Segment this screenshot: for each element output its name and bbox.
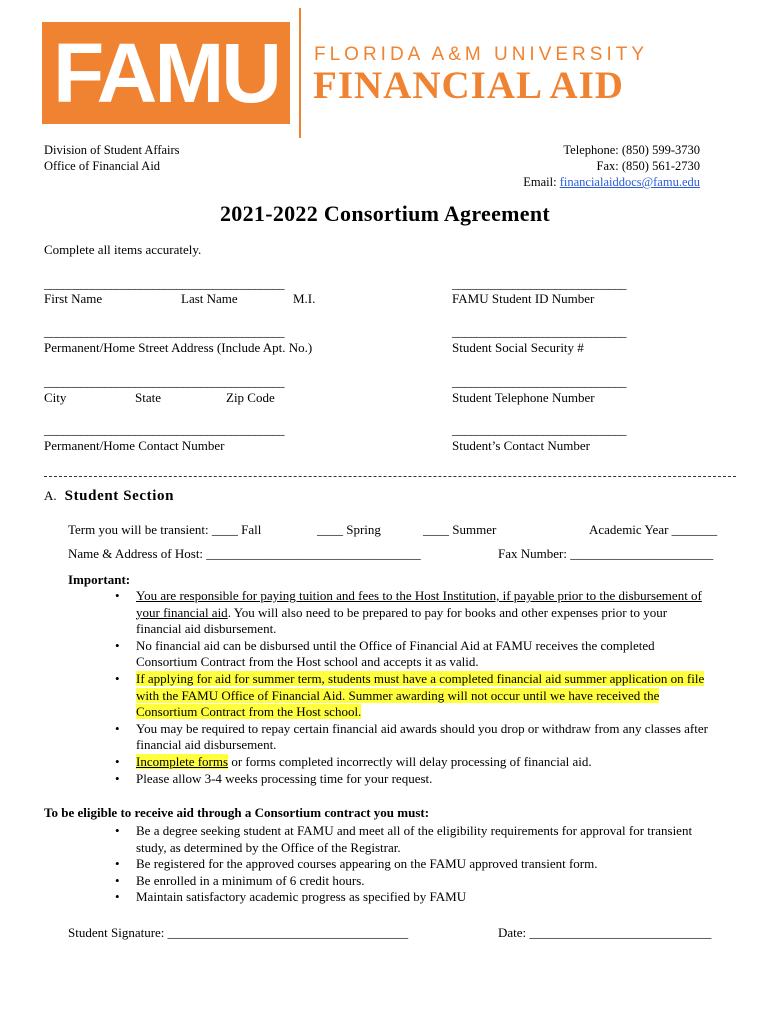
list-item: • Incomplete forms or forms completed incorrectly will delay processing of financial aid. xyxy=(136,754,756,771)
first-name-label: First Name xyxy=(44,291,103,306)
section-title: Student Section xyxy=(64,488,175,504)
fax-text: Fax: (850) 561-2730 xyxy=(596,159,700,173)
list-item: • Be enrolled in a minimum of 6 credit hours. xyxy=(136,873,756,890)
date-field[interactable]: Date: ____________________________ xyxy=(498,925,712,940)
state-label: State xyxy=(135,390,161,405)
term-spring-field[interactable]: ____ Spring xyxy=(317,522,381,537)
host-field[interactable]: Name & Address of Host: _________________________________ xyxy=(68,546,421,561)
page-title: 2021-2022 Consortium Agreement xyxy=(220,201,550,226)
email-label: Email: xyxy=(523,175,560,189)
famu-logo xyxy=(42,22,290,124)
important-list xyxy=(136,588,756,787)
city-state-zip-line[interactable]: ________________________________________ xyxy=(44,374,284,389)
academic-year-field[interactable]: Academic Year _______ xyxy=(589,522,718,537)
zip-label: Zip Code xyxy=(226,390,275,405)
address-label: Permanent/Home Street Address (Include Apt. No.) xyxy=(44,340,313,355)
eligibility-list xyxy=(136,823,756,906)
list-item: • If applying for aid for summer term, students must have a completed financial aid summer application on file with the FAMU Office of Financial Aid. Summer awarding will not occur until we have received the Consortium Contract from the Host school. xyxy=(136,671,756,721)
list-item: • Maintain satisfactory academic progress as specified by FAMU xyxy=(136,889,756,906)
division-label: Division of Student Affairs xyxy=(44,143,180,157)
last-name-label: Last Name xyxy=(181,291,238,306)
email-link[interactable]: financialaiddocs@famu.edu xyxy=(559,175,700,189)
university-name: FLORIDA A&M UNIVERSITY xyxy=(314,44,648,65)
list-item: • You may be required to repay certain financial aid awards should you drop or withdraw from any classes after financial aid disbursement. xyxy=(136,721,756,754)
telephone-text: Telephone: (850) 599-3730 xyxy=(563,143,700,157)
mi-label: M.I. xyxy=(293,291,316,306)
student-id-line[interactable]: _____________________________ xyxy=(452,276,626,291)
student-signature-field[interactable]: Student Signature: _____________________________________ xyxy=(68,925,409,940)
instructions-text: Complete all items accurately. xyxy=(44,242,202,257)
home-contact-line[interactable]: ________________________________________ xyxy=(44,422,284,437)
name-line[interactable]: ________________________________________ xyxy=(44,276,284,291)
eligibility-heading: To be eligible to receive aid through a Consortium contract you must: xyxy=(44,805,430,820)
list-item: • Please allow 3-4 weeks processing time for your request. xyxy=(136,771,756,788)
term-summer-field[interactable]: ____ Summer xyxy=(423,522,497,537)
ssn-label: Student Social Security # xyxy=(452,340,584,355)
section-divider xyxy=(44,476,736,477)
list-item: • Be a degree seeking student at FAMU and meet all of the eligibility requirements for approval for transient study, as determined by the Office of the Registrar. xyxy=(136,823,756,856)
term-fall-field[interactable]: Term you will be transient: ____ Fall xyxy=(68,522,262,537)
important-heading: Important: xyxy=(68,572,131,587)
student-contact-label: Student’s Contact Number xyxy=(452,438,590,453)
telephone-label: Student Telephone Number xyxy=(452,390,595,405)
home-contact-label: Permanent/Home Contact Number xyxy=(44,438,225,453)
office-label: Office of Financial Aid xyxy=(44,159,161,173)
department-name: FINANCIAL AID xyxy=(313,64,624,107)
list-item: • You are responsible for paying tuition and fees to the Host Institution, if payable prior to the disbursement of your financial aid. You will also need to be prepared to pay for books and other expenses prior to your financial aid disbursement. xyxy=(136,588,756,638)
city-label: City xyxy=(44,390,67,405)
section-a-heading xyxy=(44,487,174,505)
ssn-line[interactable]: _____________________________ xyxy=(452,324,626,339)
telephone-line[interactable]: _____________________________ xyxy=(452,374,626,389)
logo-divider xyxy=(299,8,301,138)
logo-mark: FAMU xyxy=(53,26,279,120)
student-contact-line[interactable]: _____________________________ xyxy=(452,422,626,437)
section-letter: A. xyxy=(44,488,57,503)
student-id-label: FAMU Student ID Number xyxy=(452,291,595,306)
fax-number-field[interactable]: Fax Number: ______________________ xyxy=(498,546,714,561)
list-item: • Be registered for the approved courses appearing on the FAMU approved transient form. xyxy=(136,856,756,873)
email-row xyxy=(523,174,700,190)
list-item: • No financial aid can be disbursed until the Office of Financial Aid at FAMU receives the completed Consortium Contract from the Host school and accepts it as valid. xyxy=(136,638,756,671)
address-line[interactable]: ________________________________________ xyxy=(44,324,284,339)
